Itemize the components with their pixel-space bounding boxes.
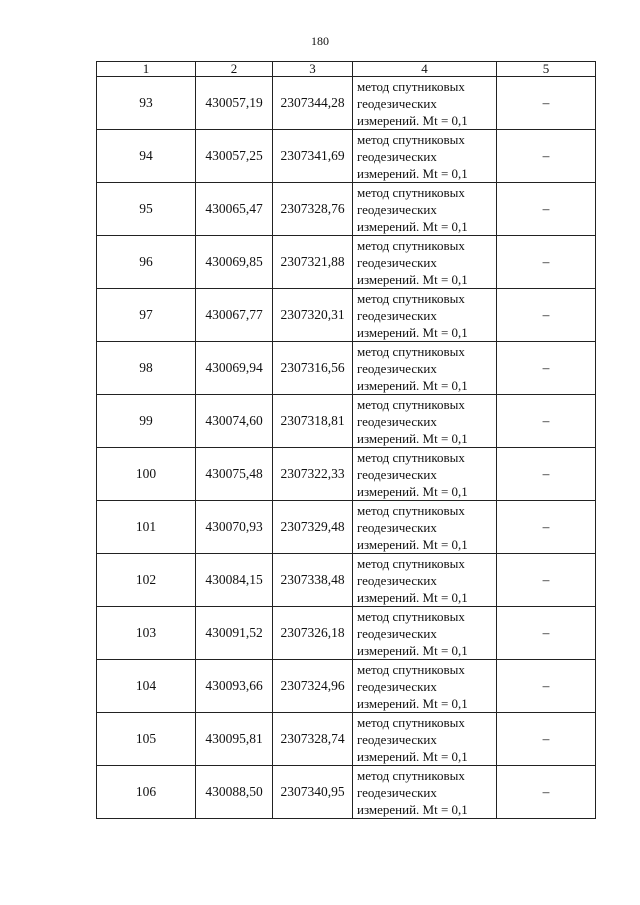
x-coordinate-cell: 430093,66: [196, 660, 273, 713]
table-row: [97, 607, 596, 660]
note-cell: –: [497, 448, 596, 501]
point-number-cell: 105: [97, 713, 196, 766]
point-number-cell: 101: [97, 501, 196, 554]
x-coordinate-cell: 430074,60: [196, 395, 273, 448]
method-text-line: метод спутниковых: [357, 290, 465, 306]
x-coordinate-cell: 430067,77: [196, 289, 273, 342]
note-cell: –: [497, 395, 596, 448]
method-text-line: геодезических: [357, 466, 437, 482]
point-number-cell: 94: [97, 130, 196, 183]
table-row: [97, 501, 596, 554]
method-cell: [353, 766, 497, 819]
method-cell: [353, 342, 497, 395]
method-cell: [353, 395, 497, 448]
method-text-line: измерений. Mt = 0,1: [357, 748, 468, 764]
method-text-line: метод спутниковых: [357, 767, 465, 783]
column-header-3: 3: [273, 62, 353, 77]
y-coordinate-cell: 2307328,76: [273, 183, 353, 236]
table-row: [97, 342, 596, 395]
y-coordinate-cell: 2307322,33: [273, 448, 353, 501]
table-row: [97, 766, 596, 819]
point-number-cell: 106: [97, 766, 196, 819]
table-row: [97, 236, 596, 289]
y-coordinate-cell: 2307338,48: [273, 554, 353, 607]
note-cell: –: [497, 766, 596, 819]
point-number-cell: 99: [97, 395, 196, 448]
table-row: [97, 130, 596, 183]
note-cell: –: [497, 130, 596, 183]
method-text-line: измерений. Mt = 0,1: [357, 218, 468, 234]
table-row: [97, 713, 596, 766]
method-text-line: измерений. Mt = 0,1: [357, 324, 468, 340]
method-text-line: метод спутниковых: [357, 714, 465, 730]
x-coordinate-cell: 430065,47: [196, 183, 273, 236]
method-text-line: измерений. Mt = 0,1: [357, 377, 468, 393]
method-text-line: геодезических: [357, 519, 437, 535]
note-cell: –: [497, 554, 596, 607]
point-number-cell: 104: [97, 660, 196, 713]
point-number-cell: 96: [97, 236, 196, 289]
y-coordinate-cell: 2307324,96: [273, 660, 353, 713]
method-cell: [353, 501, 497, 554]
table-row: [97, 448, 596, 501]
x-coordinate-cell: 430095,81: [196, 713, 273, 766]
y-coordinate-cell: 2307340,95: [273, 766, 353, 819]
x-coordinate-cell: 430075,48: [196, 448, 273, 501]
x-coordinate-cell: 430057,19: [196, 77, 273, 130]
table-row: [97, 395, 596, 448]
method-text-line: метод спутниковых: [357, 237, 465, 253]
point-number-cell: 93: [97, 77, 196, 130]
method-text-line: геодезических: [357, 254, 437, 270]
method-text-line: измерений. Mt = 0,1: [357, 271, 468, 287]
y-coordinate-cell: 2307321,88: [273, 236, 353, 289]
method-cell: [353, 448, 497, 501]
coordinates-table: [96, 61, 596, 819]
method-text-line: метод спутниковых: [357, 343, 465, 359]
x-coordinate-cell: 430088,50: [196, 766, 273, 819]
note-cell: –: [497, 183, 596, 236]
point-number-cell: 102: [97, 554, 196, 607]
method-text-line: измерений. Mt = 0,1: [357, 642, 468, 658]
column-header-2: 2: [196, 62, 273, 77]
method-text-line: геодезических: [357, 307, 437, 323]
method-text-line: геодезических: [357, 784, 437, 800]
note-cell: –: [497, 660, 596, 713]
method-text-line: геодезических: [357, 625, 437, 641]
method-text-line: метод спутниковых: [357, 396, 465, 412]
method-text-line: геодезических: [357, 95, 437, 111]
method-cell: [353, 77, 497, 130]
method-text-line: геодезических: [357, 413, 437, 429]
method-text-line: метод спутниковых: [357, 78, 465, 94]
y-coordinate-cell: 2307326,18: [273, 607, 353, 660]
table-row: [97, 554, 596, 607]
point-number-cell: 100: [97, 448, 196, 501]
method-text-line: метод спутниковых: [357, 449, 465, 465]
x-coordinate-cell: 430084,15: [196, 554, 273, 607]
x-coordinate-cell: 430057,25: [196, 130, 273, 183]
header-row: [97, 62, 596, 77]
x-coordinate-cell: 430069,85: [196, 236, 273, 289]
y-coordinate-cell: 2307318,81: [273, 395, 353, 448]
column-header-5: 5: [497, 62, 596, 77]
note-cell: –: [497, 77, 596, 130]
note-cell: –: [497, 289, 596, 342]
method-text-line: геодезических: [357, 201, 437, 217]
method-text-line: геодезических: [357, 360, 437, 376]
method-cell: [353, 607, 497, 660]
y-coordinate-cell: 2307341,69: [273, 130, 353, 183]
table-row: [97, 183, 596, 236]
note-cell: –: [497, 236, 596, 289]
method-text-line: измерений. Mt = 0,1: [357, 536, 468, 552]
method-cell: [353, 554, 497, 607]
method-text-line: измерений. Mt = 0,1: [357, 112, 468, 128]
point-number-cell: 97: [97, 289, 196, 342]
column-header-1: 1: [97, 62, 196, 77]
y-coordinate-cell: 2307344,28: [273, 77, 353, 130]
method-cell: [353, 236, 497, 289]
y-coordinate-cell: 2307328,74: [273, 713, 353, 766]
method-cell: [353, 289, 497, 342]
point-number-cell: 98: [97, 342, 196, 395]
y-coordinate-cell: 2307329,48: [273, 501, 353, 554]
method-text-line: измерений. Mt = 0,1: [357, 801, 468, 817]
point-number-cell: 95: [97, 183, 196, 236]
table-row: [97, 660, 596, 713]
column-header-4: 4: [353, 62, 497, 77]
x-coordinate-cell: 430069,94: [196, 342, 273, 395]
x-coordinate-cell: 430070,93: [196, 501, 273, 554]
method-text-line: метод спутниковых: [357, 661, 465, 677]
method-text-line: метод спутниковых: [357, 608, 465, 624]
note-cell: –: [497, 342, 596, 395]
method-text-line: измерений. Mt = 0,1: [357, 165, 468, 181]
method-text-line: геодезических: [357, 731, 437, 747]
note-cell: –: [497, 501, 596, 554]
method-text-line: геодезических: [357, 678, 437, 694]
y-coordinate-cell: 2307320,31: [273, 289, 353, 342]
method-text-line: измерений. Mt = 0,1: [357, 589, 468, 605]
y-coordinate-cell: 2307316,56: [273, 342, 353, 395]
method-text-line: геодезических: [357, 572, 437, 588]
point-number-cell: 103: [97, 607, 196, 660]
page-number: 180: [311, 34, 329, 48]
method-cell: [353, 713, 497, 766]
x-coordinate-cell: 430091,52: [196, 607, 273, 660]
note-cell: –: [497, 713, 596, 766]
method-cell: [353, 183, 497, 236]
table-row: [97, 77, 596, 130]
method-text-line: метод спутниковых: [357, 555, 465, 571]
table-row: [97, 289, 596, 342]
method-cell: [353, 660, 497, 713]
method-text-line: измерений. Mt = 0,1: [357, 483, 468, 499]
method-text-line: метод спутниковых: [357, 184, 465, 200]
method-text-line: метод спутниковых: [357, 131, 465, 147]
method-text-line: измерений. Mt = 0,1: [357, 695, 468, 711]
method-cell: [353, 130, 497, 183]
method-text-line: измерений. Mt = 0,1: [357, 430, 468, 446]
note-cell: –: [497, 607, 596, 660]
method-text-line: геодезических: [357, 148, 437, 164]
method-text-line: метод спутниковых: [357, 502, 465, 518]
